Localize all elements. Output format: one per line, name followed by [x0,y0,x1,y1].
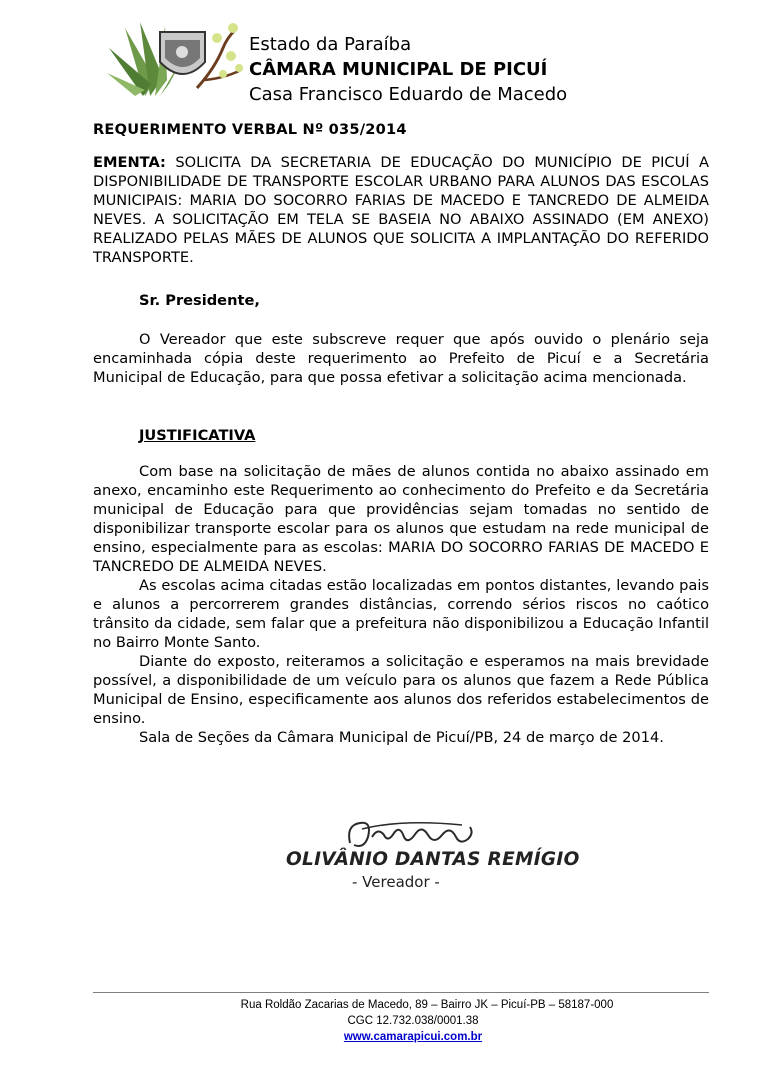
state-name: Estado da Paraíba [249,34,412,55]
house-name: Casa Francisco Eduardo de Macedo [249,84,568,105]
request-paragraph: O Vereador que este subscreve requer que após ouvido o plenário seja encaminhada cópia deste requerimento ao Prefeito de Picuí e a Secretária Municipal de Educação, para que possa efetivar a solicitação acima mencionada. [93,331,709,387]
justification-title: JUSTIFICATIVA [139,427,256,444]
coat-of-arms-logo [105,18,245,100]
letterhead [105,18,625,118]
ementa-label: EMENTA: [93,154,166,171]
place-date-line: Sala de Seções da Câmara Municipal de Picuí/PB, 24 de março de 2014. [139,729,664,746]
document-title: REQUERIMENTO VERBAL Nº 035/2014 [93,121,407,138]
ementa-block [93,153,709,268]
signer-name: OLIVÂNIO DANTAS REMÍGIO [286,849,580,870]
signer-role: - Vereador - [352,873,440,891]
justification-paragraph-2: As escolas acima citadas estão localizadas em pontos distantes, levando pais e alunos a percorrerem grandes distâncias, correndo sérios riscos no caótico trânsito da cidade, sem falar que a prefeitura não disponibilizou a Educação Infantil no Bairro Monte Santo. [93,577,709,652]
chamber-name: CÂMARA MUNICIPAL DE PICUÍ [249,59,548,80]
footer-cgc: CGC 12.732.038/0001.38 [347,1015,479,1027]
footer-address: Rua Roldão Zacarias de Macedo, 89 – Bairro JK – Picuí-PB – 58187-000 [240,999,614,1011]
footer-divider [93,992,709,993]
justification-paragraph-3: Diante do exposto, reiteramos a solicitação e esperamos na mais brevidade possível, a disponibilidade de um veículo para os alunos que fazem a Rede Pública Municipal de Ensino, especificamente aos alunos dos referidos estabelecimentos de ensino. [93,653,709,728]
justification-paragraph-1: Com base na solicitação de mães de alunos contida no abaixo assinado em anexo, encaminho este Requerimento ao conhecimento do Prefeito e da Secretária municipal de Educação para que providências sejam tomadas no sentido de disponibilizar transporte escolar para os alunos que estudam na rede municipal de ensino, especialmente para as escolas: MARIA DO SOCORRO FARIAS DE MACEDO E TANCREDO DE ALMEIDA NEVES. [93,463,709,576]
greeting: Sr. Presidente, [139,292,260,309]
footer-website-link[interactable]: www.camarapicui.com.br [343,1031,483,1043]
footer [93,997,709,1045]
ementa-text: SOLICITA DA SECRETARIA DE EDUCAÇÃO DO MUNICÍPIO DE PICUÍ A DISPONIBILIDADE DE TRANSPORTE ESCOLAR URBANO PARA ALUNOS DAS ESCOLAS MUNICIPAIS: MARIA DO SOCORRO FARIAS DE MACEDO E TANCREDO DE ALMEIDA NEVES. A SOLICITAÇÃO EM TELA SE BASEIA NO ABAIXO ASSINADO (EM ANEXO) REALIZADO PELAS MÃES DE ALUNOS QUE SOLICITA A IMPLANTAÇÃO DO REFERIDO TRANSPORTE. [93,154,709,267]
signature-block [282,815,580,895]
